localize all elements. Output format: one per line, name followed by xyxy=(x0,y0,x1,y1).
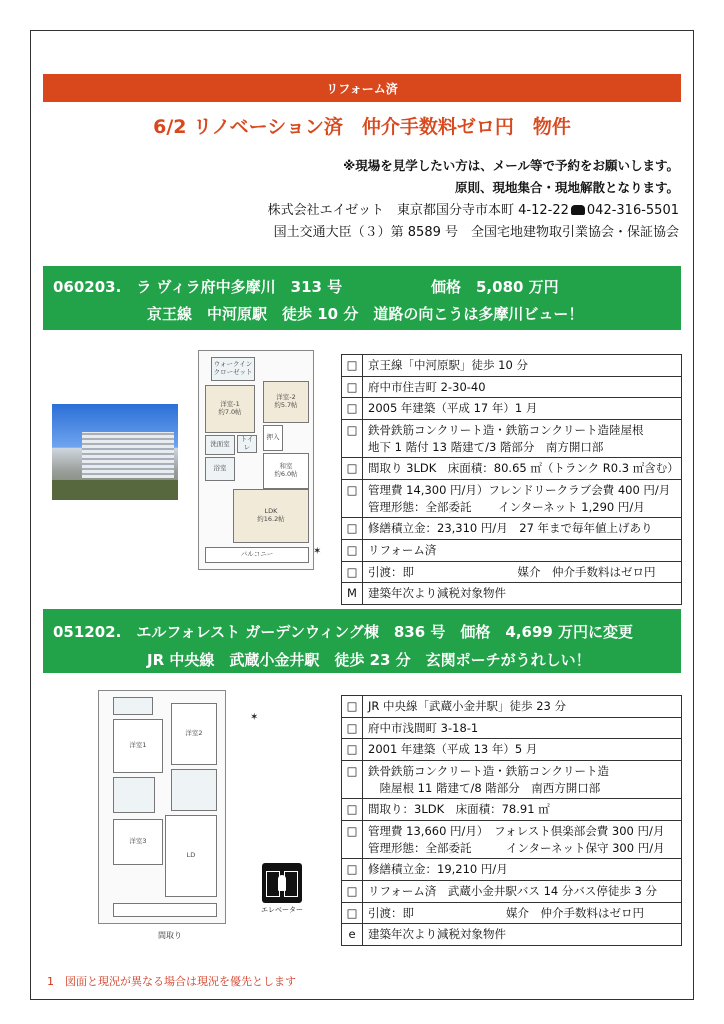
row-value xyxy=(363,420,682,458)
row-checkbox-mark: □ xyxy=(342,881,363,903)
row-checkbox-mark: □ xyxy=(342,739,363,761)
row-checkbox-mark: □ xyxy=(342,799,363,821)
trees xyxy=(52,480,178,500)
notice-line-2: 原則、現地集合・現地解散となります。 xyxy=(454,180,679,195)
listing2-header xyxy=(43,609,681,673)
info-row xyxy=(342,583,682,605)
row-checkbox-mark: □ xyxy=(342,398,363,420)
elevator-label: エレベーター xyxy=(261,906,303,914)
floor-plan-2 xyxy=(98,690,226,924)
row-checkbox-mark: □ xyxy=(342,561,363,583)
listing1-price: 価格 5,080 万円 xyxy=(431,278,559,296)
listing1-info-table xyxy=(341,354,682,605)
row-checkbox-mark: □ xyxy=(342,458,363,480)
row-checkbox-mark: □ xyxy=(342,859,363,881)
row-value-line: リフォーム済 武蔵小金井駅バス 14 分バス停徒歩 3 分 xyxy=(368,884,657,899)
row-value-line: 府中市住吉町 2-30-40 xyxy=(368,379,486,394)
listing1-header xyxy=(43,266,681,330)
plan1-wic: ウォークイン クローゼット xyxy=(211,357,255,381)
plan2-room3: 洋室3 xyxy=(113,819,163,865)
row-value xyxy=(363,696,682,718)
row-value xyxy=(363,859,682,881)
plan2-bath xyxy=(113,777,155,813)
row-value xyxy=(363,924,682,946)
plan2-room1: 洋室1 xyxy=(113,719,163,773)
row-value-line: JR 中央線「武蔵小金井駅」徒歩 23 分 xyxy=(368,699,566,713)
row-checkbox-mark: □ xyxy=(342,420,363,458)
listing1-subtitle: 京王線 中河原駅 徒歩 10 分 道路の向こうは多摩川ビュー！ xyxy=(147,305,584,323)
plan2-kitchen xyxy=(171,769,217,811)
plan1-washroom: 洗面室 xyxy=(205,435,235,455)
row-value-line: 陸屋根 11 階建て/8 階部分 南西方開口部 xyxy=(368,780,601,795)
plan1-japanese-room: 和室 約6.0帖 xyxy=(263,453,309,489)
compass-icon: ✶ xyxy=(313,546,322,557)
info-row xyxy=(342,376,682,398)
row-value-line: 鉄骨鉄筋コンクリート造・鉄筋コンクリート造陸屋根 xyxy=(368,423,644,438)
row-checkbox-mark: M xyxy=(342,583,363,605)
notice-line-1: ※現場を見学したい方は、メール等で予約をお願いします。 xyxy=(343,158,679,173)
info-row xyxy=(342,518,682,540)
info-row xyxy=(342,761,682,799)
row-value-line: 管理形態：全部委託 インターネット 1,290 円/月 xyxy=(368,499,645,514)
info-row xyxy=(342,420,682,458)
listing2-title: 051202. エルフォレスト ガーデンウィング棟 836 号 価格 4,699 万円に変更 xyxy=(53,623,634,641)
row-value-line: 管理費 13,660 円/月） フォレスト倶楽部会費 300 円/月 xyxy=(368,824,665,839)
row-value-line: 建築年次より減税対象物件 xyxy=(368,586,506,601)
plan2-balcony xyxy=(113,903,217,917)
plan1-room1: 洋室-1 約7.0帖 xyxy=(205,385,255,433)
building-photo xyxy=(52,404,178,500)
row-value xyxy=(363,398,682,420)
row-checkbox-mark: e xyxy=(342,924,363,946)
info-row xyxy=(342,458,682,480)
row-value-line: 修繕積立金：19,210 円/月 xyxy=(368,862,508,877)
row-value xyxy=(363,761,682,799)
listing2-info-table xyxy=(341,695,682,946)
row-value-line: 引渡：即 媒介 仲介手数料はゼロ円 xyxy=(368,905,644,920)
elevator-icon xyxy=(262,863,302,903)
plan2-room2: 洋室2 xyxy=(171,703,217,765)
row-value xyxy=(363,821,682,859)
info-row xyxy=(342,355,682,377)
reform-banner-text: リフォーム済 xyxy=(326,81,398,96)
page-headline: 6/2 リノベーション済 仲介手数料ゼロ円 物件 xyxy=(153,116,571,138)
plan1-toilet: トイレ xyxy=(237,435,257,453)
info-row xyxy=(342,739,682,761)
company-name-address: 株式会社エイゼット 東京都国分寺市本町 4-12-22 xyxy=(267,203,569,218)
row-value-line: 地下 1 階付 13 階建て/3 階部分 南方開口部 xyxy=(368,439,604,454)
listing2-subtitle: JR 中央線 武蔵小金井駅 徒歩 23 分 玄関ポーチがうれしい！ xyxy=(147,651,591,669)
elevator-door-right xyxy=(284,871,298,897)
row-value xyxy=(363,540,682,562)
info-row xyxy=(342,902,682,924)
plan1-balcony: バルコニー xyxy=(205,547,309,563)
compass-icon-2: ✶ xyxy=(250,712,259,723)
row-checkbox-mark: □ xyxy=(342,902,363,924)
phone-icon xyxy=(571,205,585,215)
row-value xyxy=(363,480,682,518)
row-value-line: 鉄骨鉄筋コンクリート造・鉄筋コンクリート造 xyxy=(368,764,610,779)
info-row xyxy=(342,859,682,881)
row-checkbox-mark: □ xyxy=(342,717,363,739)
row-checkbox-mark: □ xyxy=(342,355,363,377)
row-value xyxy=(363,739,682,761)
info-row xyxy=(342,821,682,859)
row-value xyxy=(363,355,682,377)
row-value-line: 京王線「中河原駅」徒歩 10 分 xyxy=(368,358,528,372)
row-checkbox-mark: □ xyxy=(342,821,363,859)
company-license: 国土交通大臣（３）第 8589 号 全国宅地建物取引業協会・保証協会 xyxy=(273,225,679,240)
row-value xyxy=(363,561,682,583)
floor-plan-caption: 間取り xyxy=(158,931,182,940)
row-value-line: 建築年次より減税対象物件 xyxy=(368,927,506,942)
row-checkbox-mark: □ xyxy=(342,540,363,562)
row-checkbox-mark: □ xyxy=(342,480,363,518)
floor-plan-1 xyxy=(198,350,314,570)
row-value-line: 2001 年建築（平成 13 年）5 月 xyxy=(368,742,538,757)
row-checkbox-mark: □ xyxy=(342,696,363,718)
row-value xyxy=(363,458,682,480)
row-value xyxy=(363,799,682,821)
plan2-ld: LD xyxy=(165,815,217,897)
row-value-line: 間取り：3LDK 床面積：78.91 ㎡ xyxy=(368,802,550,817)
row-value xyxy=(363,518,682,540)
info-row xyxy=(342,799,682,821)
info-row xyxy=(342,881,682,903)
row-value xyxy=(363,583,682,605)
row-value xyxy=(363,881,682,903)
company-phone: 042-316-5501 xyxy=(586,203,679,218)
row-value-line: 府中市浅間町 3-18-1 xyxy=(368,720,479,735)
footnote: 1 図面と現況が異なる場合は現況を優先とします xyxy=(47,975,296,988)
info-row xyxy=(342,398,682,420)
building-facade xyxy=(82,432,174,478)
reform-banner xyxy=(43,74,681,102)
info-row xyxy=(342,540,682,562)
row-value-line: 2005 年建築（平成 17 年）1 月 xyxy=(368,401,538,416)
info-row xyxy=(342,717,682,739)
row-value-line: 引渡：即 媒介 仲介手数料はゼロ円 xyxy=(368,564,656,579)
listing1-title: 060203. ラ ヴィラ府中多摩川 313 号 xyxy=(53,278,343,296)
plan2-entry xyxy=(113,697,153,715)
row-value-line: 修繕積立金：23,310 円/月 27 年まで毎年値上げあり xyxy=(368,521,653,536)
plan1-ldk: LDK 約16.2帖 xyxy=(233,489,309,543)
row-value xyxy=(363,902,682,924)
row-value-line: 管理形態：全部委託 インターネット保守 300 円/月 xyxy=(368,840,665,855)
row-value-line: 管理費 14,300 円/月）フレンドリークラブ会費 400 円/月 xyxy=(368,483,671,498)
plan1-room2: 洋室-2 約5.7帖 xyxy=(263,381,309,423)
row-value-line: 間取り 3LDK 床面積：80.65 ㎡（トランク R0.3 ㎡含む） xyxy=(368,461,679,476)
row-checkbox-mark: □ xyxy=(342,761,363,799)
elevator-person xyxy=(278,875,286,891)
row-value xyxy=(363,717,682,739)
info-row xyxy=(342,480,682,518)
plan1-closet: 押入 xyxy=(263,425,283,451)
row-value xyxy=(363,376,682,398)
plan1-bath: 浴室 xyxy=(205,457,235,481)
info-row xyxy=(342,561,682,583)
row-value-line: リフォーム済 xyxy=(368,543,437,558)
row-checkbox-mark: □ xyxy=(342,518,363,540)
info-row xyxy=(342,696,682,718)
row-checkbox-mark: □ xyxy=(342,376,363,398)
company-address xyxy=(268,199,679,218)
info-row xyxy=(342,924,682,946)
